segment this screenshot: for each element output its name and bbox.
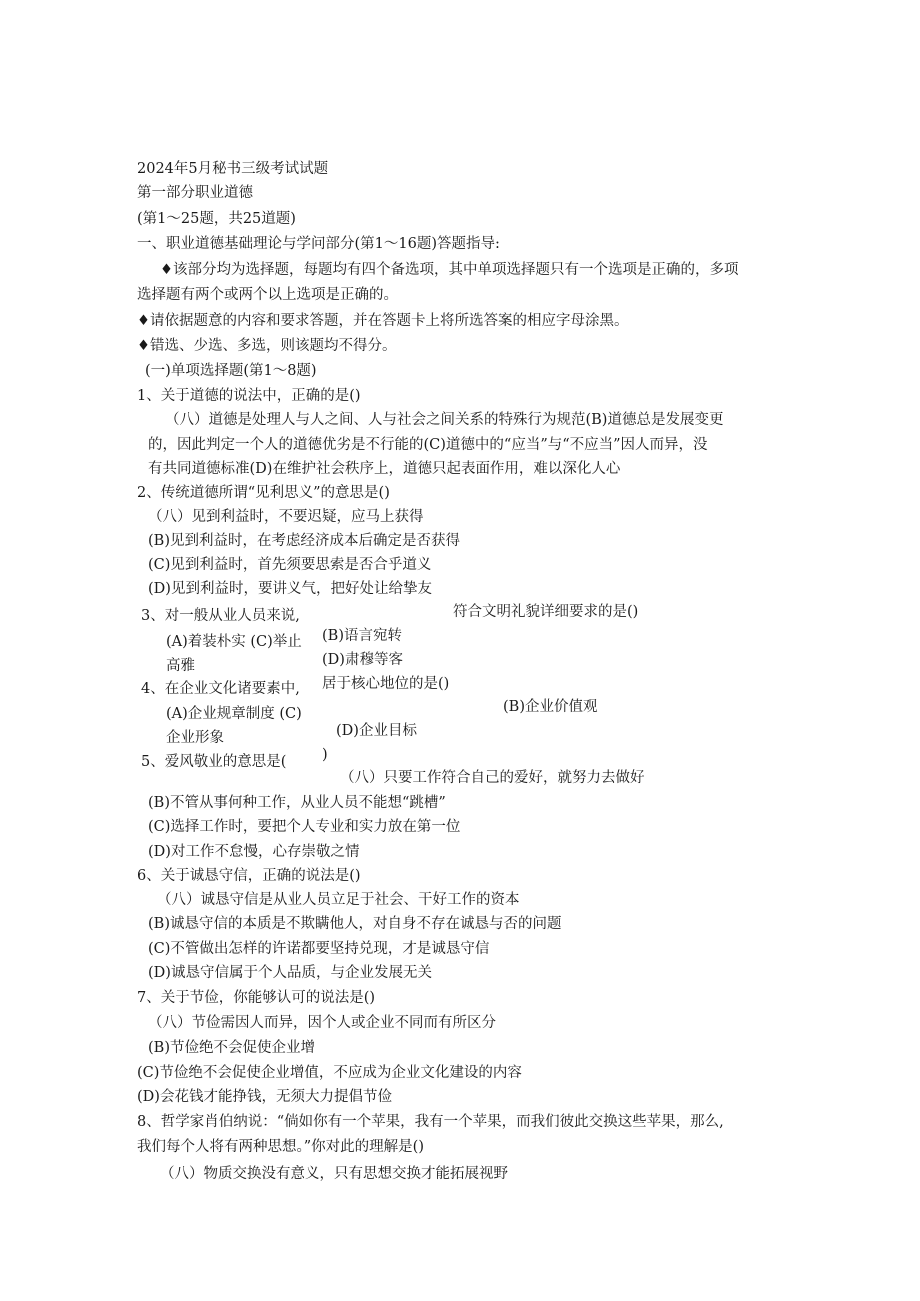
option-line: (C)节俭绝不会促使企业增值，不应成为企业文化建设的内容: [137, 1065, 522, 1081]
guide-line: ♦该部分均为选择题，每题均有四个备选项，其中单项选择题只有一个选项是正确的，多项: [160, 262, 739, 278]
question-stem: 2、传统道德所谓“见利思义”的意思是(): [137, 485, 390, 501]
guide-line: ♦错选、少选、多选，则该题均不得分。: [137, 338, 397, 354]
question-stem-tail: 居于核心地位的是(): [322, 676, 450, 692]
option-line: (B)诚恳守信的本质是不欺瞒他人，对自身不存在诚恳与否的问题: [148, 916, 562, 932]
question-range: (第1〜25题，共25道题): [137, 211, 296, 227]
option-line: (D)会花钱才能挣钱，无须大力提倡节俭: [137, 1089, 392, 1105]
question-stem: 我们每个人将有两种思想。”你对此的理解是(): [137, 1139, 424, 1155]
question-stem: 5、爱风敬业的意思是(: [141, 754, 287, 770]
option-line: (C)不管做出怎样的许诺都要坚持兑现，才是诚恳守信: [148, 941, 490, 957]
option-line: （八）见到利益时，不要迟疑，应马上获得: [148, 509, 424, 525]
option-line: (C)选择工作时，要把个人专业和实力放在第一位: [148, 819, 461, 835]
exam-title: 2024年5月秘书三级考试试题: [137, 161, 329, 177]
option-line: (A)企业规章制度 (C): [166, 706, 302, 722]
option-line: 的，因此判定一个人的道德优劣是不行能的(C)道德中的“应当”与“不应当”因人而异，没: [148, 437, 708, 453]
option-line: (D)见到利益时，要讲义气，把好处让给挚友: [148, 581, 432, 597]
option-line: （八）物质交换没有意义，只有思想交换才能拓展视野: [160, 1166, 508, 1182]
option-line: (B)语言宛转: [322, 628, 402, 644]
question-stem: 8、哲学家肖伯纳说：“倘如你有一个苹果，我有一个苹果，而我们彼此交换这些苹果，那么,: [137, 1114, 724, 1130]
option-line: 高雅: [166, 658, 195, 674]
option-line: (D)企业目标: [336, 723, 417, 739]
option-line: （八）只要工作符合自己的爱好，就努力去做好: [340, 770, 645, 786]
option-line: （八）节俭需因人而异，因个人或企业不同而有所区分: [148, 1015, 496, 1031]
stray-paren: ): [322, 747, 328, 763]
question-stem: 1、关于道德的说法中，正确的是(): [137, 388, 361, 404]
subsection-heading: (一)单项选择题(第1〜8题): [145, 363, 317, 379]
option-line: 企业形象: [166, 730, 224, 746]
question-stem: 3、对一般从业人员来说,: [141, 608, 300, 624]
option-line: (B)见到利益时，在考虑经济成本后确定是否获得: [148, 533, 460, 549]
guide-line: 选择题有两个或两个以上选项是正确的。: [137, 287, 398, 303]
guide-line: ♦请依据题意的内容和要求答题，并在答题卡上将所选答案的相应字母涂黑。: [137, 313, 629, 329]
option-line: (C)见到利益时，首先须要思索是否合乎道义: [148, 557, 432, 573]
option-line: (B)节俭绝不会促使企业增: [148, 1040, 315, 1056]
option-line: (D)诚恳守信属于个人品质，与企业发展无关: [148, 965, 432, 981]
section-heading: 一、职业道德基础理论与学问部分(第1〜16题)答题指导:: [137, 236, 500, 252]
option-line: (A)着装朴实 (C)举止: [166, 634, 302, 650]
question-stem: 6、关于诚恳守信，正确的说法是(): [137, 868, 361, 884]
option-line: 有共同道德标准(D)在维护社会秩序上，道德只起表面作用，难以深化人心: [148, 461, 621, 477]
option-line: (B)企业价值观: [503, 699, 598, 715]
option-line: (D)对工作不怠慢，心存崇敬之情: [148, 844, 360, 860]
option-line: （八）道德是处理人与人之间、人与社会之间关系的特殊行为规范(B)道德总是发展变更: [165, 412, 724, 428]
option-line: （八）诚恳守信是从业人员立足于社会、干好工作的资本: [157, 892, 520, 908]
option-line: (B)不管从事何种工作，从业人员不能想“跳槽”: [148, 795, 446, 811]
option-line: (D)肃穆等客: [322, 652, 403, 668]
part-heading: 第一部分职业道德: [137, 185, 253, 201]
question-stem-tail: 符合文明礼貌详细要求的是(): [453, 604, 639, 620]
question-stem: 4、在企业文化诸要素中,: [141, 681, 300, 697]
question-stem: 7、关于节俭，你能够认可的说法是(): [137, 990, 376, 1006]
